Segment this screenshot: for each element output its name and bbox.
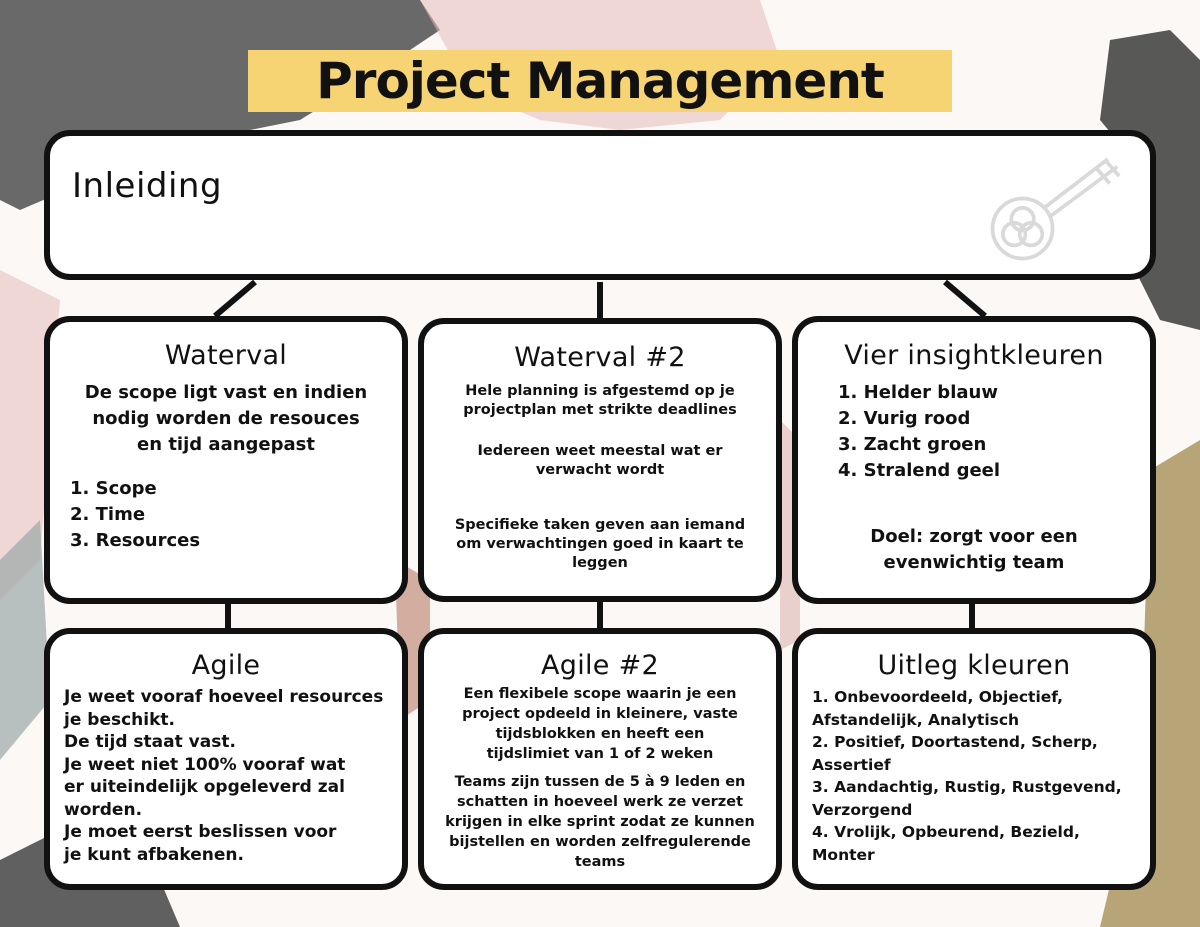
uitleg-line: 1. Onbevoordeeld, Objectief, (812, 688, 1064, 706)
inleiding-heading: Inleiding (72, 166, 223, 206)
agile2-line: krijgen in elke sprint zodat ze kunnen (445, 814, 755, 830)
page-title: Project Management (316, 52, 884, 110)
agile-line: je kunt afbakenen. (64, 844, 244, 865)
agile-line: De tijd staat vast. (64, 732, 236, 752)
title-banner (248, 50, 952, 112)
waterval2-line: leggen (572, 555, 628, 571)
uitleg-line: 4. Vrolijk, Opbeurend, Bezield, (812, 823, 1080, 841)
uitleg-text (812, 686, 1150, 866)
uitleg-line: Assertief (812, 755, 891, 774)
vier-list (838, 380, 1150, 484)
vier-list-item: 4. Stralend geel (838, 460, 1001, 481)
agile2-paragraph (424, 772, 776, 872)
uitleg-line: 2. Positief, Doortastend, Scherp, (812, 733, 1098, 751)
vier-box (792, 316, 1156, 604)
agile2-line: tijdsblokken en heeft een (495, 726, 705, 742)
connector-right (945, 282, 985, 316)
agile2-line: Een flexibele scope waarin je een (463, 686, 737, 702)
waterval-heading: Waterval (164, 340, 288, 371)
waterval-intro-line: en tijd aangepast (137, 434, 315, 455)
agile2-line: Teams zijn tussen de 5 à 9 leden en (454, 774, 746, 790)
waterval-list-item: 1. Scope (70, 478, 157, 499)
agile2-line: tijdslimiet van 1 of 2 weken (486, 746, 714, 762)
agile-line: Je moet eerst beslissen voor (64, 822, 337, 842)
agile-line: je beschikt. (64, 709, 175, 730)
vier-goal-line: Doel: zorgt voor een (870, 526, 1078, 547)
waterval-list (70, 476, 402, 554)
agile2-line: teams (574, 854, 626, 870)
waterval2-line: Hele planning is afgestemd op je (465, 383, 735, 399)
uitleg-heading: Uitleg kleuren (877, 650, 1071, 681)
agile-line: worden. (64, 799, 143, 820)
uitleg-line: Verzorgend (812, 800, 913, 819)
key-icon (986, 146, 1136, 266)
waterval2-line: om verwachtingen goed in kaart te (456, 536, 744, 552)
waterval2-paragraph (424, 516, 776, 573)
agile2-box (418, 628, 782, 890)
agile-line: Je weet niet 100% vooraf wat (64, 754, 346, 775)
vier-goal (798, 524, 1150, 576)
waterval2-box (418, 318, 782, 602)
agile-line: Je weet vooraf hoeveel resources (64, 687, 384, 707)
uitleg-line: Afstandelijk, Analytisch (812, 710, 1020, 729)
waterval-intro-line: De scope ligt vast en indien (84, 382, 368, 403)
waterval2-paragraph (424, 442, 776, 480)
agile2-line: bijstellen en worden zelfregulerende (449, 834, 751, 850)
agile2-heading: Agile #2 (540, 650, 659, 681)
inleiding-box (44, 130, 1156, 280)
waterval-box (44, 316, 408, 604)
connector-left (215, 282, 255, 316)
uitleg-line: Monter (812, 845, 875, 864)
agile2-line: project opdeeld in kleinere, vaste (462, 706, 738, 722)
vier-list-item: 1. Helder blauw (838, 382, 998, 403)
vier-list-item: 3. Zacht groen (838, 434, 987, 455)
waterval-intro-line: nodig worden de resouces (92, 408, 360, 429)
agile2-line: schatten in hoeveel werk ze verzet (456, 794, 744, 810)
waterval2-line: projectplan met strikte deadlines (463, 402, 737, 418)
waterval2-paragraph (424, 382, 776, 420)
waterval-intro (50, 380, 402, 458)
agile-heading: Agile (191, 650, 261, 681)
agile-box (44, 628, 408, 890)
waterval2-line: Specifieke taken geven aan iemand (454, 517, 746, 533)
vier-heading: Vier insightkleuren (844, 340, 1104, 371)
uitleg-line: 3. Aandachtig, Rustig, Rustgevend, (812, 778, 1122, 796)
agile2-paragraph (424, 684, 776, 764)
vier-list-item: 2. Vurig rood (838, 408, 971, 429)
agile-line: er uiteindelijk opgeleverd zal (64, 777, 345, 797)
waterval2-line: Iedereen weet meestal wat er (477, 443, 723, 459)
waterval-list-item: 3. Resources (70, 530, 201, 551)
agile-text (64, 686, 402, 866)
waterval-list-item: 2. Time (70, 504, 146, 525)
waterval2-line: verwacht wordt (535, 462, 665, 478)
waterval2-heading: Waterval #2 (514, 342, 686, 373)
vier-goal-line: evenwichtig team (883, 552, 1065, 573)
uitleg-box (792, 628, 1156, 890)
